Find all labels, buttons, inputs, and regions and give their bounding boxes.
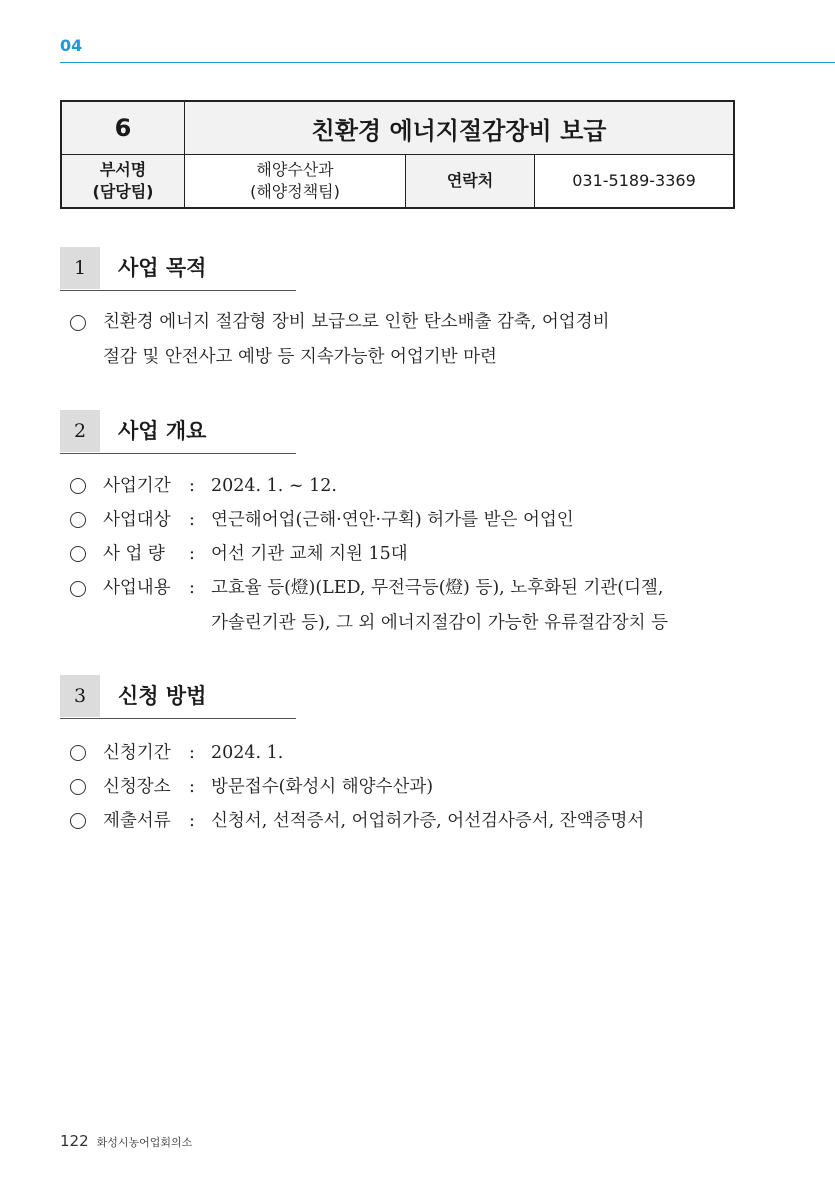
chapter-number: 04: [60, 36, 83, 55]
item-colon: :: [189, 510, 195, 530]
chapter-divider: [60, 62, 835, 63]
overview-list: [70, 469, 750, 641]
item-colon: :: [189, 743, 195, 763]
item-value: 신청서, 선적증서, 어업허가증, 어선검사증서, 잔액증명서: [211, 811, 645, 831]
circle-bullet-icon: [70, 581, 86, 597]
item-value: 2024. 1. ~ 12.: [211, 476, 337, 496]
section-number: 1: [60, 247, 100, 289]
item-label: 사업기간: [103, 476, 171, 496]
circle-bullet-icon: [70, 813, 86, 829]
contact-value: 031-5189-3369: [535, 155, 735, 209]
program-title: 친환경 에너지절감장비 보급: [185, 101, 735, 155]
item-colon: :: [189, 777, 195, 797]
item-label: 신청장소: [103, 777, 171, 797]
organization-name: 화성시농어업회의소: [96, 1136, 193, 1149]
dept-value: [185, 155, 406, 209]
item-colon: :: [189, 811, 195, 831]
section-number: 2: [60, 410, 100, 452]
item-colon: :: [189, 476, 195, 496]
list-item: [70, 503, 750, 537]
dept-label-line-2: (담당팀): [92, 182, 154, 201]
item-label: 사 업 량: [103, 544, 165, 564]
dept-label: [61, 155, 185, 209]
circle-bullet-icon: [70, 546, 86, 562]
dept-value-line-1: 해양수산과: [256, 160, 334, 179]
item-value: 2024. 1.: [211, 743, 284, 763]
list-item: [70, 305, 750, 375]
section-title: 사업 개요: [118, 419, 207, 443]
section-heading-purpose: [60, 247, 296, 291]
page-footer: [60, 1132, 192, 1150]
circle-bullet-icon: [70, 745, 86, 761]
item-colon: :: [189, 544, 195, 564]
list-item: [70, 804, 750, 838]
section-title: 사업 목적: [118, 256, 207, 280]
dept-label-line-1: 부서명: [99, 160, 147, 179]
item-label: 사업대상: [103, 510, 171, 530]
contact-label: 연락처: [406, 155, 535, 209]
item-value-continued: 가솔린기관 등), 그 외 에너지절감이 가능한 유류절감장치 등: [211, 613, 669, 633]
application-list: [70, 736, 750, 838]
circle-bullet-icon: [70, 512, 86, 528]
list-item: [70, 469, 750, 503]
list-item: [70, 770, 750, 804]
circle-bullet-icon: [70, 779, 86, 795]
program-number: 6: [61, 101, 185, 155]
section-underline: [60, 453, 296, 454]
program-info-table: [60, 100, 735, 209]
section-underline: [60, 718, 296, 719]
section-title: 신청 방법: [118, 684, 207, 708]
item-colon: :: [189, 578, 195, 598]
list-item: [70, 571, 750, 641]
page-number: 122: [60, 1132, 89, 1150]
item-label: 사업내용: [103, 578, 171, 598]
item-value: 어선 기관 교체 지원 15대: [211, 544, 408, 564]
item-value: 연근해어업(근해·연안·구획) 허가를 받은 어업인: [211, 510, 574, 530]
circle-bullet-icon: [70, 315, 86, 331]
item-value: 고효율 등(燈)(LED, 무전극등(燈) 등), 노후화된 기관(디젤,: [211, 578, 664, 598]
section-number: 3: [60, 675, 100, 717]
purpose-text-line-1: 친환경 에너지 절감형 장비 보급으로 인한 탄소배출 감축, 어업경비: [103, 312, 610, 332]
purpose-list: [70, 305, 750, 375]
section-underline: [60, 290, 296, 291]
item-label: 제출서류: [103, 811, 171, 831]
circle-bullet-icon: [70, 478, 86, 494]
section-heading-overview: [60, 410, 296, 454]
section-heading-application: [60, 675, 296, 719]
item-value: 방문접수(화성시 해양수산과): [211, 777, 434, 797]
item-label: 신청기간: [103, 743, 171, 763]
list-item: [70, 736, 750, 770]
dept-value-line-2: (해양정책팀): [250, 182, 340, 201]
purpose-text-line-2: 절감 및 안전사고 예방 등 지속가능한 어업기반 마련: [103, 347, 497, 367]
list-item: [70, 537, 750, 571]
